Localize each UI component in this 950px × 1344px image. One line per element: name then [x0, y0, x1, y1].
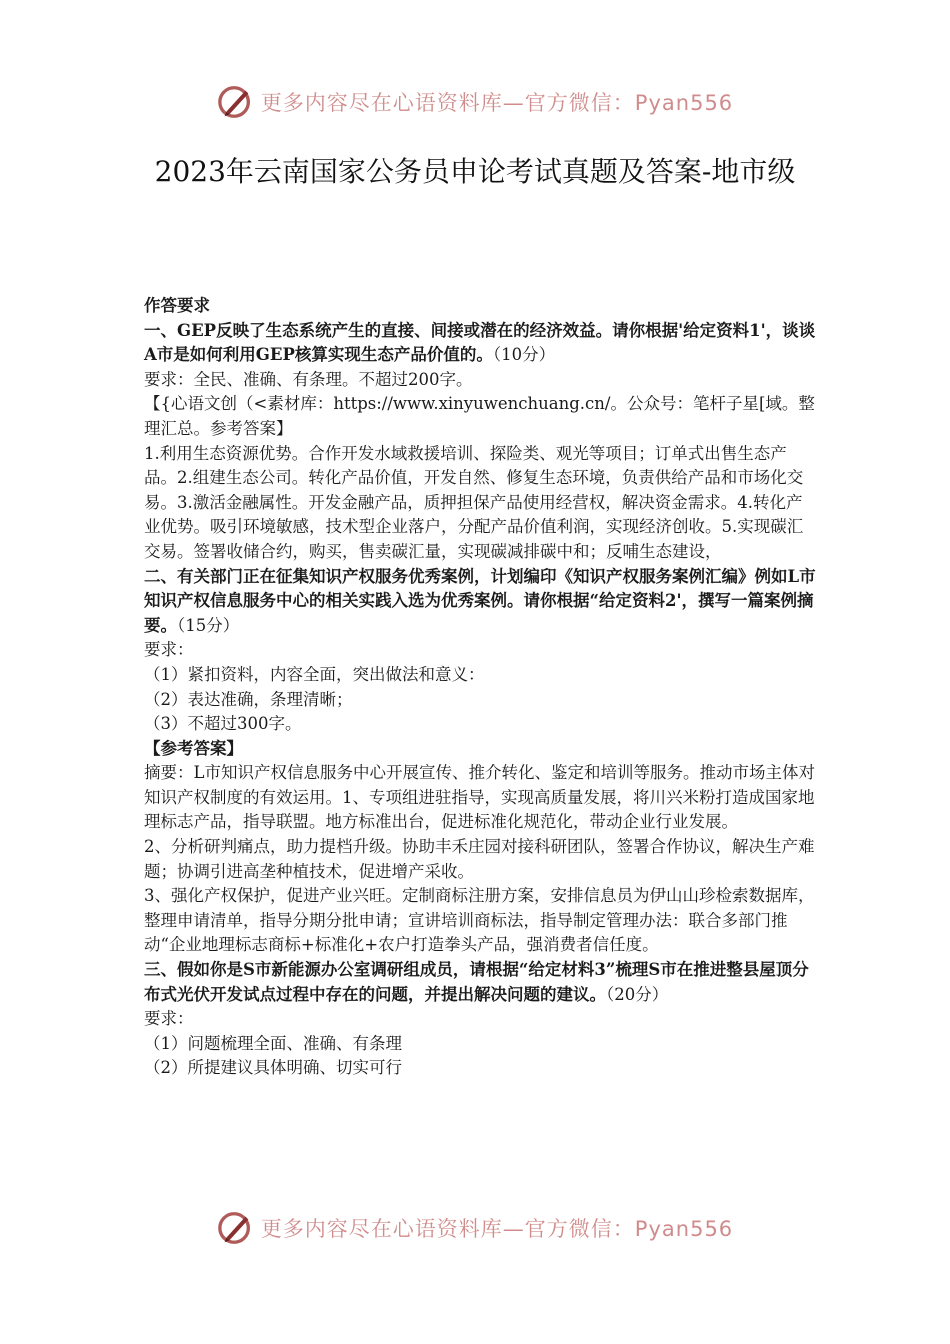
paragraph-text: 要求： — [144, 640, 194, 660]
body-paragraph — [144, 712, 816, 737]
paragraph-text: 要求：全民、准确、有条理。不超过200字。 — [144, 369, 473, 389]
paragraph-text: 【参考答案】 — [144, 738, 243, 758]
body-paragraph — [144, 1056, 816, 1081]
body-paragraph — [144, 442, 816, 565]
pen-logo-icon — [217, 83, 255, 121]
paragraph-text: 2、分析研判痛点，助力提档升级。协助丰禾庄园对接科研团队，签署合作协议，解决生产难题；协调引进高垄种植技术，促进增产采收。 — [144, 837, 815, 881]
document-body — [144, 294, 816, 1081]
body-paragraph — [144, 1007, 816, 1032]
question-heading — [144, 958, 816, 1007]
banner-text: 更多内容尽在心语资料库—官方微信：Pyan556 — [260, 91, 734, 115]
body-paragraph — [144, 638, 816, 663]
pen-logo-icon — [217, 1209, 255, 1247]
paragraph-text: 摘要：L市知识产权信息服务中心开展宣传、推介转化、鉴定和培训等服务。推动市场主体对知识产权制度的有效运用。1、专项组进驻指导，实现高质量发展，将川兴米粉打造成国家地理标志产品，指导联盟。地方标准出台，促进标准化规范化，带动企业行业发展。 — [144, 763, 815, 832]
paragraph-text: 1.利用生态资源优势。合作开发水域救援培训、探险类、观光等项目；订单式出售生态产品。2.组建生态公司。转化产品价值，开发自然、修复生态环境，负责供给产品和市场化交易。3.激活金融属性。开发金融产品，质押担保产品使用经营权，解决资金需求。4.转化产业优势。吸引环境敏感，技术型企业落户，分配产品价值利润，实现经济创收。5.实现碳汇交易。签署收储合约，购买，售卖碳汇量，实现碳减排碳中和；反哺生态建设， — [144, 443, 804, 561]
page-title: 2023年云南国家公务员申论考试真题及答案-地市级 — [154, 155, 796, 188]
body-paragraph — [144, 761, 816, 835]
footer-banner — [0, 1208, 950, 1248]
paragraph-text: 作答要求 — [144, 296, 210, 315]
paragraph-text: （3）不超过300字。 — [144, 714, 302, 734]
body-paragraph — [144, 663, 816, 688]
paragraph-text: 二、有关部门正在征集知识产权服务优秀案例，计划编印《知识产权服务案例汇编》例如L市知识产权信息服务中心的相关实践入选为优秀案例。请你根据“给定资料2'，撰写一篇案例摘要。 — [144, 566, 816, 635]
paragraph-text: 三、假如你是S市新能源办公室调研组成员，请根据“给定材料3”梳理S市在推进整县屋顶分布式光伏开发试点过程中存在的问题，并提出解决问题的建议。 — [144, 960, 809, 1004]
body-paragraph — [144, 835, 816, 884]
paragraph-text: 【{心语文创（<素材库：https://www.xinyuwenchuang.cn/。公众号：笔杆子星[域。整理汇总。参考答案】 — [144, 394, 815, 438]
body-paragraph — [144, 688, 816, 713]
question-heading — [144, 737, 816, 762]
body-paragraph — [144, 368, 816, 393]
body-paragraph — [144, 392, 816, 441]
paragraph-text: （1）问题梳理全面、准确、有条理 — [144, 1033, 402, 1053]
score-note: （10分） — [492, 345, 556, 365]
question-heading — [144, 319, 816, 368]
paragraph-text: 3、强化产权保护，促进产业兴旺。定制商标注册方案，安排信息员为伊山山珍检索数据库，整理申请清单，指导分期分批申请；宣讲培训商标法，指导制定管理办法：联合多部门推动“企业地理标志商标+标准化+农户打造拳头产品，强消费者信任度。 — [144, 886, 815, 955]
question-heading — [144, 294, 816, 319]
paragraph-text: 一、GEP反映了生态系统产生的直接、间接或潜在的经济效益。请你根据'给定资料1'，谈谈A市是如何利用GEP核算实现生态产品价值的。 — [144, 320, 816, 365]
score-note: （15分） — [177, 615, 240, 635]
paragraph-text: （2）所提建议具体明确、切实可行 — [144, 1058, 402, 1078]
paragraph-text: （1）紧扣资料，内容全面，突出做法和意义： — [144, 664, 485, 684]
header-banner — [0, 82, 950, 122]
body-paragraph — [144, 884, 816, 958]
score-note: （20分） — [606, 984, 669, 1004]
banner-text: 更多内容尽在心语资料库—官方微信：Pyan556 — [260, 1217, 734, 1241]
body-paragraph — [144, 1032, 816, 1057]
question-heading — [144, 565, 816, 639]
paragraph-text: 要求： — [144, 1009, 194, 1029]
paragraph-text: （2）表达准确，条理清晰； — [144, 689, 353, 709]
